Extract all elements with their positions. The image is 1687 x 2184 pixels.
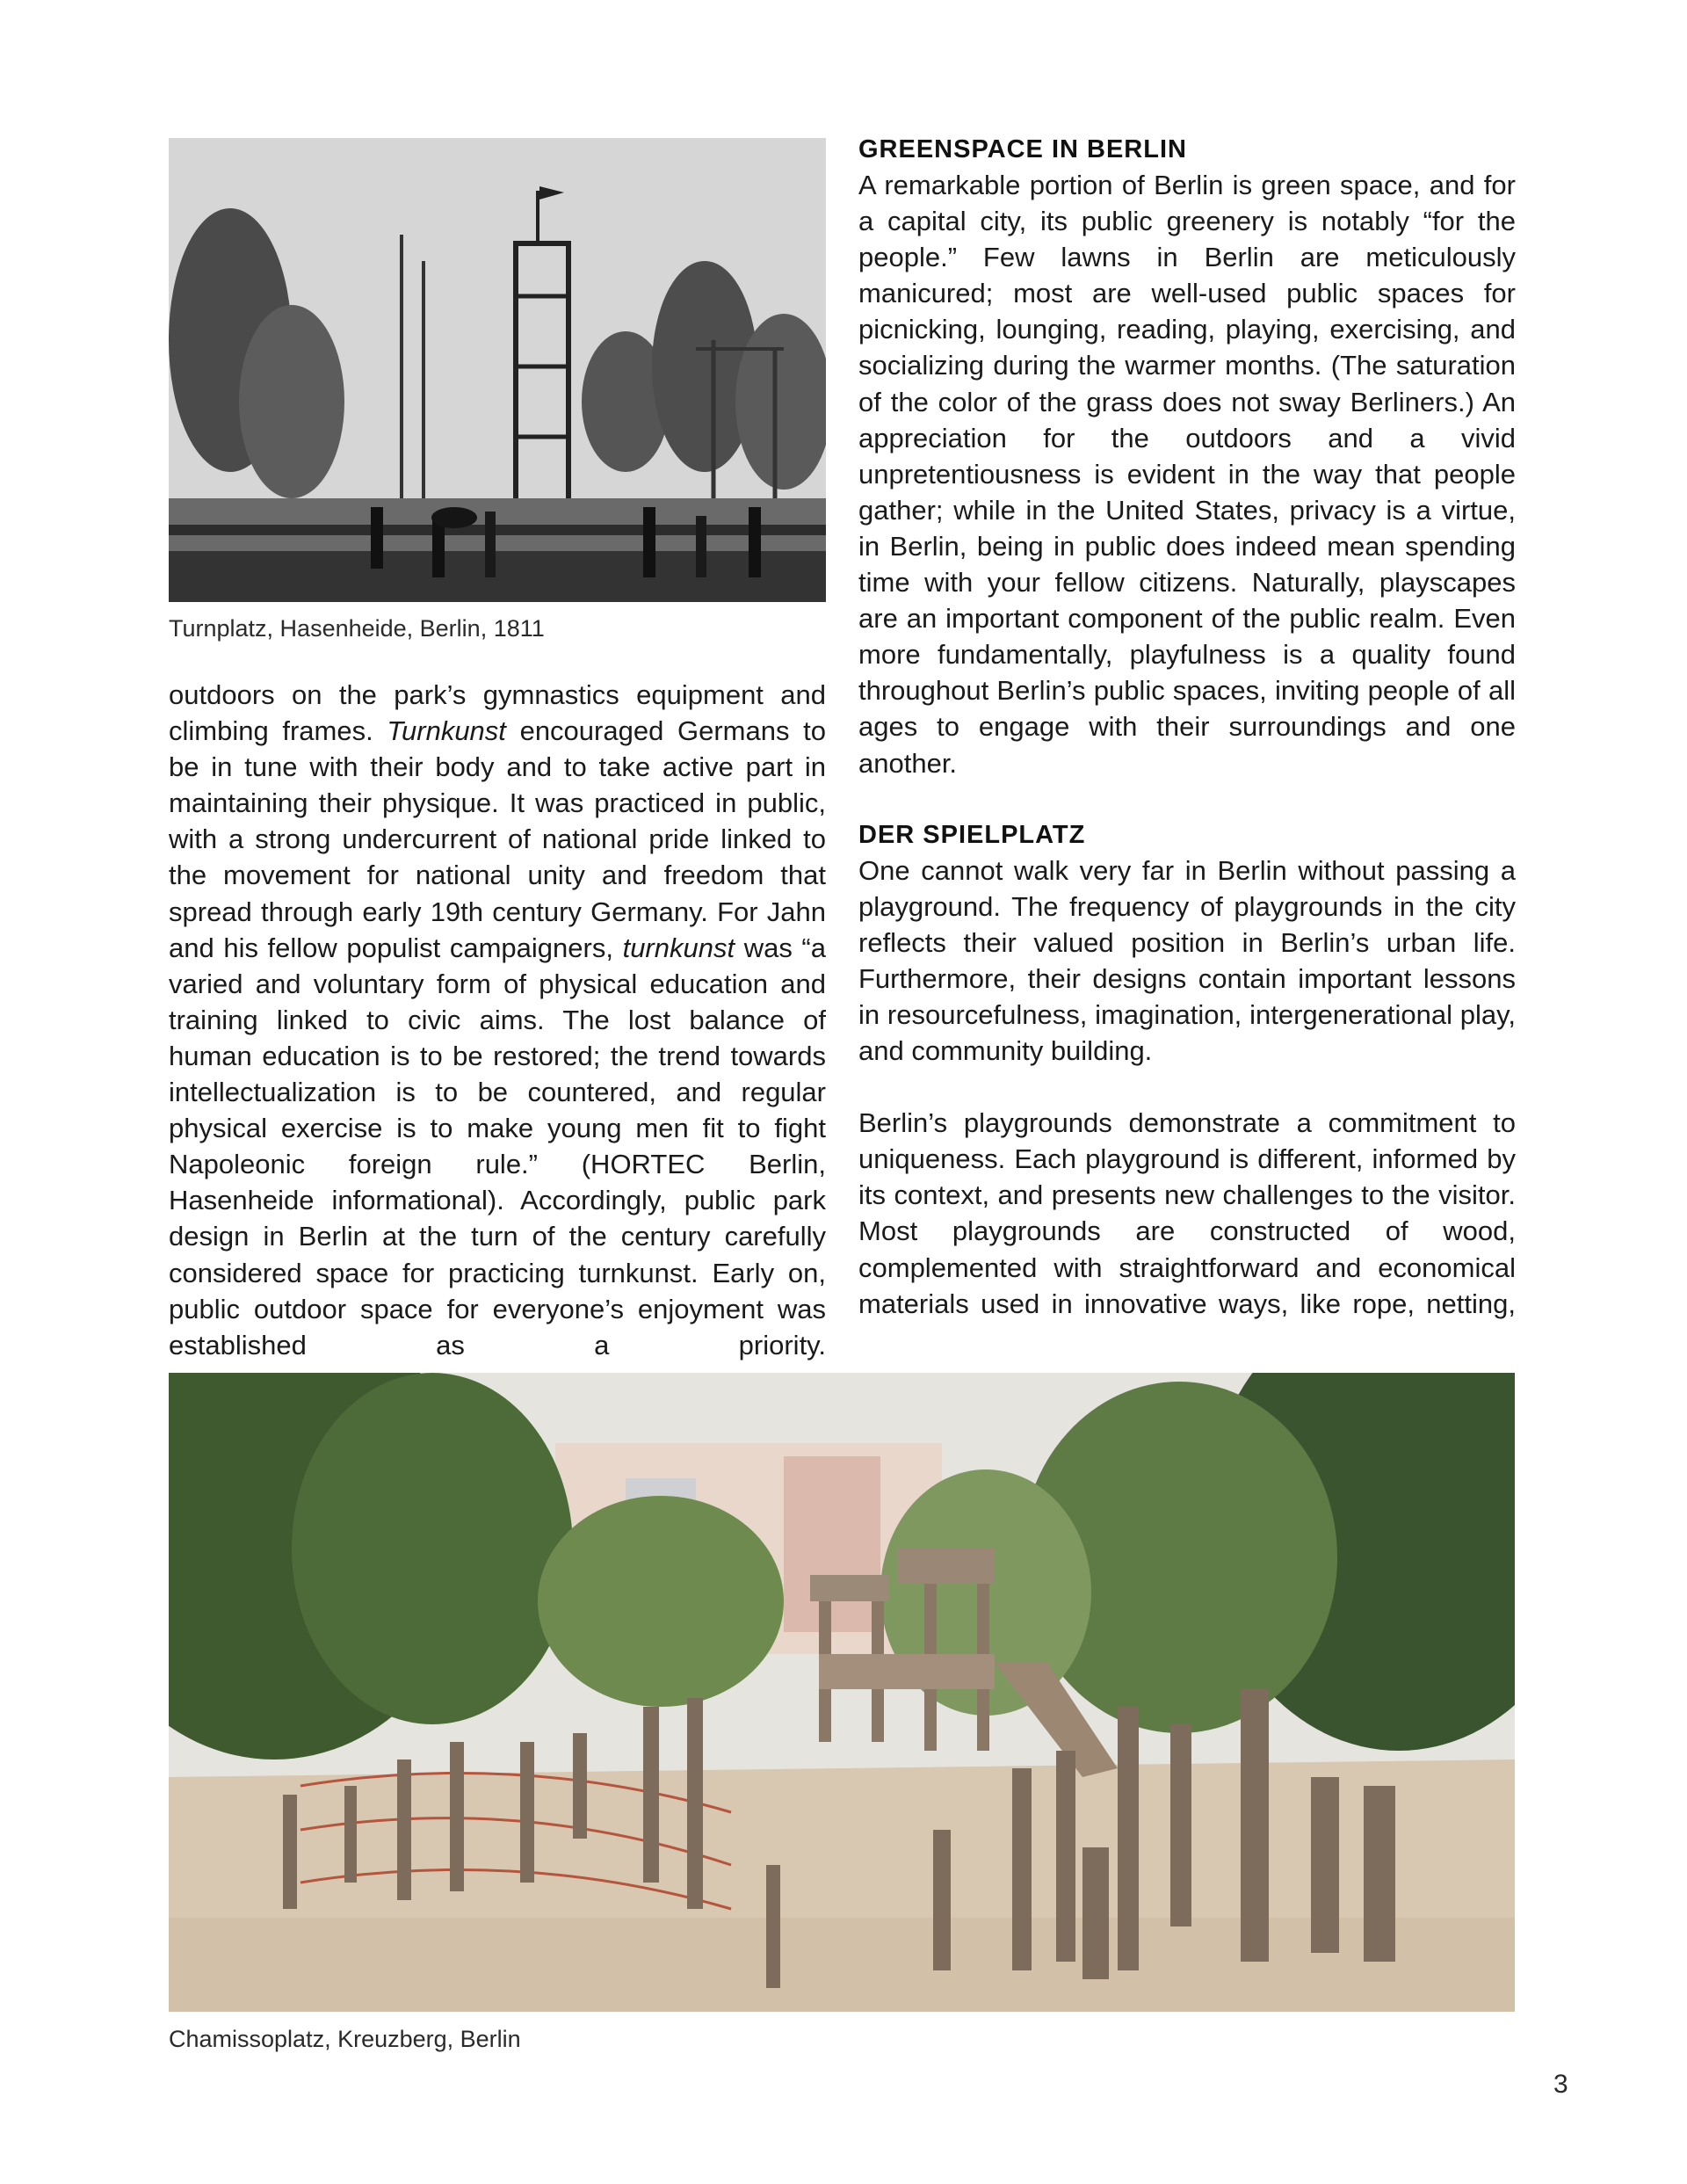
turnkunst-text-1: outdoors on the park’s gymnastics equipment and climbing frames. — [169, 679, 826, 747]
left-text-column — [169, 677, 826, 1363]
playground-drawing — [169, 1373, 1515, 2012]
turnkunst-text-3: was “a varied and voluntary form of physical education and training linked to civic aims. The lost balance of human education is to be restored; the trend towards intellectualization is to be countered, and regular physical exercise is to make young men fit to fight Napoleonic foreign rule.” (HORTEC Berlin, Hasenheide informational). Accordingly, public park design in Berlin at the turn of the century carefully considered space for practicing turnkunst. Early on, public outdoor space for everyone’s enjoyment was established as a priority. — [169, 932, 826, 1360]
page-number: 3 — [1553, 2070, 1568, 2099]
right-text-column — [858, 132, 1516, 1322]
chamissoplatz-caption: Chamissoplatz, Kreuzberg, Berlin — [169, 2026, 521, 2052]
turnkunst-paragraph — [169, 677, 826, 1363]
spielplatz-paragraph-2: Berlin’s playgrounds demonstrate a commitment to uniqueness. Each playground is different, informed by its context, and presents new challenges to the visitor. Most playgrounds are constructed of wood, complemented with straightforward and economical materials used in innovative ways, like rope, netting, — [858, 1107, 1516, 1319]
greenspace-paragraph: A remarkable portion of Berlin is green space, and for a capital city, its public greenery is notably “for the people.” Few lawns in Berlin are meticulously manicured; most are well-used public spaces for picnicking, lounging, reading, playing, exercising, and socializing during the warmer months. (The saturation of the color of the grass does not sway Berliners.) An appreciation for the outdoors and a vivid unpretentiousness is evident in the way that people gather; while in the United States, privacy is a virtue, in Berlin, being in public does indeed mean spending time with your fellow citizens. Naturally, playscapes are an important component of the public realm. Even more fundamentally, playfulness is a quality found throughout Berlin’s public spaces, inviting people of all ages to engage with their surroundings and one another. — [858, 170, 1516, 779]
turnplatz-engraving-image — [169, 138, 826, 602]
turnkunst-term-2: turnkunst — [622, 932, 735, 963]
turnkunst-text-2: encouraged Germans to be in tune with their body and to take active part in maintaining their physique. It was practiced in public, with a strong undercurrent of national pride linked to the movement for national unity and freedom that spread through early 19th century Germany. For Jahn and his fellow populist campaigners, — [169, 715, 826, 963]
turnplatz-engraving-drawing — [169, 138, 826, 602]
turnkunst-term-1: Turnkunst — [387, 715, 506, 747]
turnplatz-caption: Turnplatz, Hasenheide, Berlin, 1811 — [169, 615, 545, 642]
paragraph-spacer — [858, 1069, 1516, 1105]
spielplatz-paragraph-1: One cannot walk very far in Berlin without passing a playground. The frequency of playgrounds in the city reflects their valued position in Berlin’s urban life. Furthermore, their designs contain important lessons in resourcefulness, imagination, intergenerational play, and community building. — [858, 854, 1516, 1067]
chamissoplatz-playground-image — [169, 1373, 1515, 2012]
spielplatz-heading: DER SPIELPLATZ — [858, 820, 1086, 849]
section-spacer — [858, 781, 1516, 817]
greenspace-heading: GREENSPACE IN BERLIN — [858, 135, 1187, 163]
